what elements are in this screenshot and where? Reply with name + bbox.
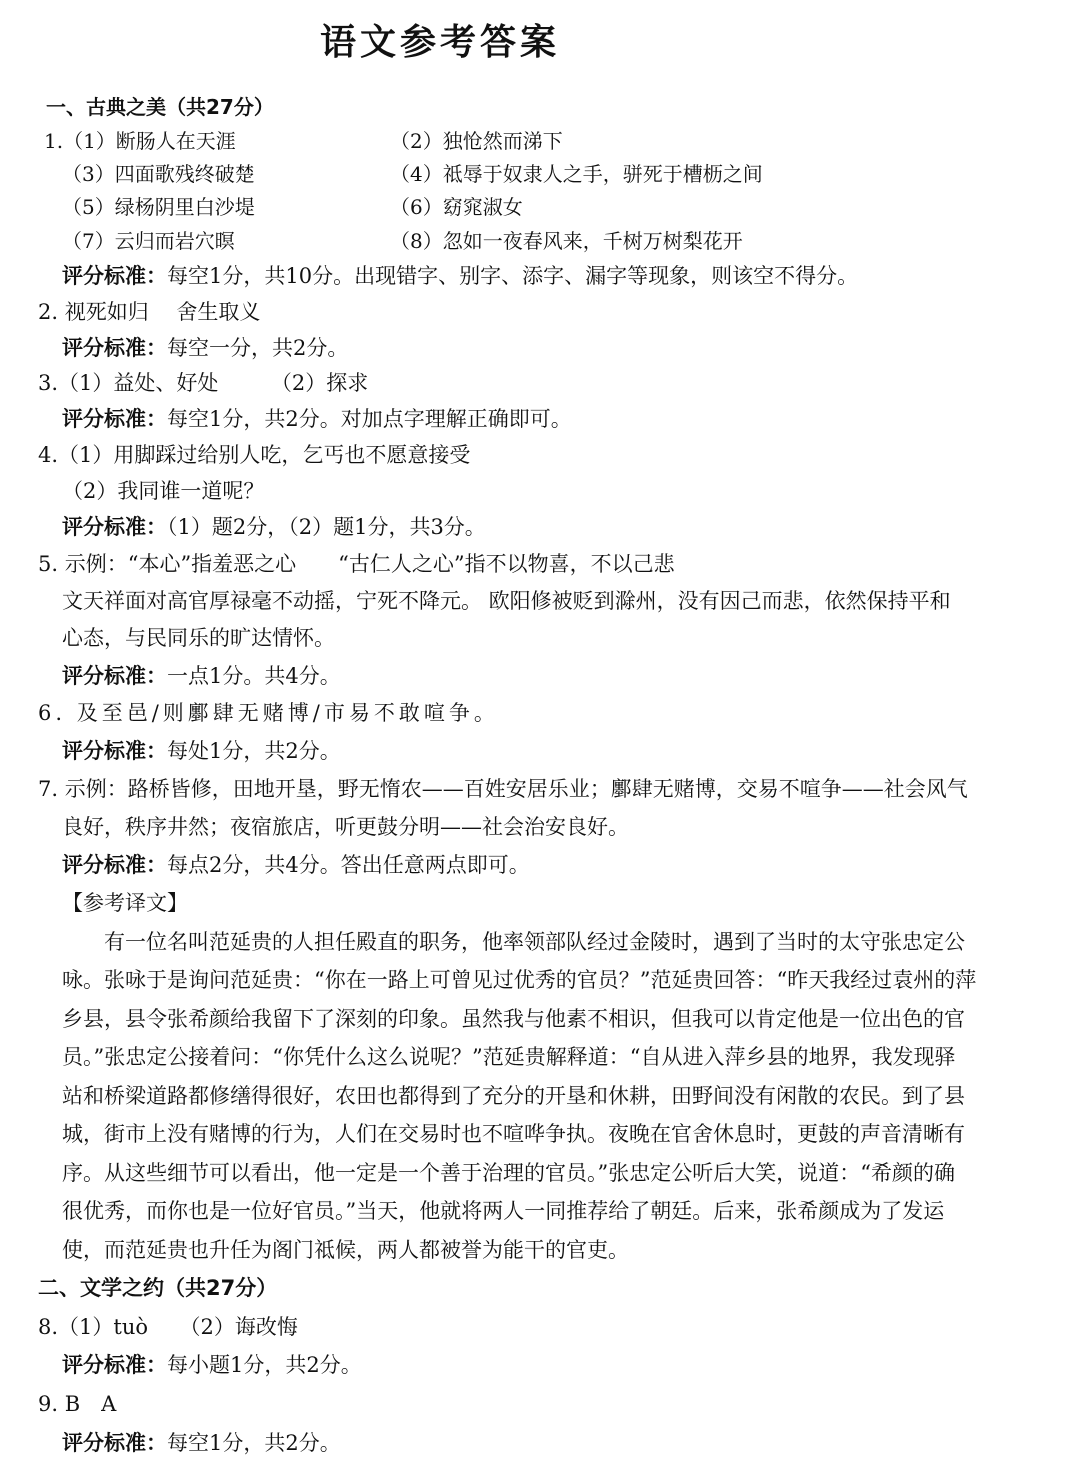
q5-scoring [62, 666, 341, 687]
translation-line: 员。”张忠定公接着问：“你凭什么这么说呢？”范延贵解释道：“自从进入萍乡县的地界，我发现驿 [62, 1045, 956, 1069]
q8-scoring [62, 1355, 362, 1376]
q4-answer-2: （2）我同谁一道呢？ [62, 479, 265, 503]
scoring-text: 每空1分，共2分。对加点字理解正确即可。 [167, 407, 572, 431]
q6-scoring [62, 741, 341, 762]
translation-line: 序。从这些细节可以看出，他一定是一个善于治理的官员。”张忠定公听后大笑，说道：“希颜的确 [62, 1161, 955, 1185]
q8-answer: 8.（1）tuò （2）诲改悔 [38, 1315, 298, 1339]
q7-scoring [62, 855, 530, 876]
scoring-label: 评分标准： [62, 1353, 167, 1377]
q1-answer-5: （5）绿杨阴里白沙堤 [62, 195, 255, 219]
translation-line: 城，街市上没有赌博的行为，人们在交易时也不喧哗争执。夜晚在官舍休息时，更鼓的声音清晰有 [62, 1122, 965, 1146]
page-title: 语文参考答案 [320, 22, 561, 63]
q9-scoring [62, 1433, 341, 1454]
q1-answer-6: （6）窈窕淑女 [390, 195, 523, 219]
q6-answer: 6. 及至邑/则鄽肆无赌博/市易不敢喧争。 [38, 701, 499, 725]
q3-answer: 3.（1）益处、好处 （2）探求 [38, 371, 369, 395]
scoring-label: 评分标准： [62, 407, 167, 431]
q1-answer-1: 1.（1）断肠人在天涯 [44, 129, 236, 153]
q7-answer-1: 7. 示例：路桥皆修，田地开垦，野无惰农——百姓安居乐业；鄽肆无赌博，交易不喧争——社会风气 [38, 777, 968, 801]
q7-answer-2: 良好，秩序井然；夜宿旅店，听更鼓分明——社会治安良好。 [62, 815, 629, 839]
translation-line: 咏。张咏于是询问范延贵：“你在一路上可曾见过优秀的官员？”范延贵回答：“昨天我经过袁州的萍 [62, 968, 977, 992]
section-heading-2: 二、文学之约（共27分） [38, 1276, 278, 1300]
q1-answer-2: （2）独怆然而涕下 [390, 129, 563, 153]
q1-answer-3: （3）四面歌残终破楚 [62, 162, 255, 186]
scoring-text: 一点1分。共4分。 [167, 664, 341, 688]
scoring-text: 每处1分，共2分。 [167, 739, 341, 763]
translation-line: 很优秀，而你也是一位好官员。”当天，他就将两人一同推荐给了朝廷。后来，张希颜成为了发运 [62, 1199, 945, 1223]
q2-answer: 2. 视死如归 舍生取义 [38, 300, 261, 324]
scoring-text: 每点2分，共4分。答出任意两点即可。 [167, 853, 530, 877]
q5-answer-1: 5. 示例：“本心”指羞恶之心 “古仁人之心”指不以物喜，不以己悲 [38, 552, 675, 576]
translation-line: 乡县，县令张希颜给我留下了深刻的印象。虽然我与他素不相识，但我可以肯定他是一位出色的官 [62, 1007, 965, 1031]
q1-scoring [62, 266, 858, 287]
q5-answer-3: 心态，与民同乐的旷达情怀。 [62, 626, 335, 650]
q9-answer: 9. B A [38, 1392, 117, 1416]
scoring-label: 评分标准： [62, 515, 167, 539]
scoring-label: 评分标准： [62, 853, 167, 877]
scoring-label: 评分标准： [62, 739, 167, 763]
translation-line: 使，而范延贵也升任为阁门祗候，两人都被誉为能干的官吏。 [62, 1238, 629, 1262]
scoring-text: 每空一分，共2分。 [167, 336, 349, 360]
q5-answer-2: 文天祥面对高官厚禄毫不动摇，宁死不降元。 欧阳修被贬到滁州，没有因己而悲，依然保持平和 [62, 589, 951, 613]
translation-heading: 【参考译文】 [62, 891, 188, 915]
scoring-label: 评分标准： [62, 664, 167, 688]
scoring-text: 每小题1分，共2分。 [167, 1353, 362, 1377]
scoring-text: 每空1分，共10分。出现错字、别字、添字、漏字等现象，则该空不得分。 [167, 264, 859, 288]
q1-answer-8: （8）忽如一夜春风来，千树万树梨花开 [390, 229, 743, 253]
q4-answer-1: 4.（1）用脚踩过给别人吃，乞丐也不愿意接受 [38, 443, 471, 467]
q1-answer-4: （4）祗辱于奴隶人之手，骈死于槽枥之间 [390, 162, 763, 186]
translation-line: 有一位名叫范延贵的人担任殿直的职务，他率领部队经过金陵时，遇到了当时的太守张忠定公 [104, 930, 965, 954]
section-heading-1: 一、古典之美（共27分） [46, 95, 274, 119]
q4-scoring [62, 517, 486, 538]
translation-line: 站和桥梁道路都修缮得很好，农田也都得到了充分的开垦和休耕，田野间没有闲散的农民。到了县 [62, 1084, 965, 1108]
q3-scoring [62, 409, 572, 430]
scoring-label: 评分标准： [62, 264, 167, 288]
scoring-label: 评分标准： [62, 1431, 167, 1455]
scoring-text: 每空1分，共2分。 [167, 1431, 341, 1455]
scoring-text: （1）题2分，（2）题1分，共3分。 [167, 515, 486, 539]
scoring-label: 评分标准： [62, 336, 167, 360]
q1-answer-7: （7）云归而岩穴暝 [62, 229, 235, 253]
q2-scoring [62, 338, 348, 359]
